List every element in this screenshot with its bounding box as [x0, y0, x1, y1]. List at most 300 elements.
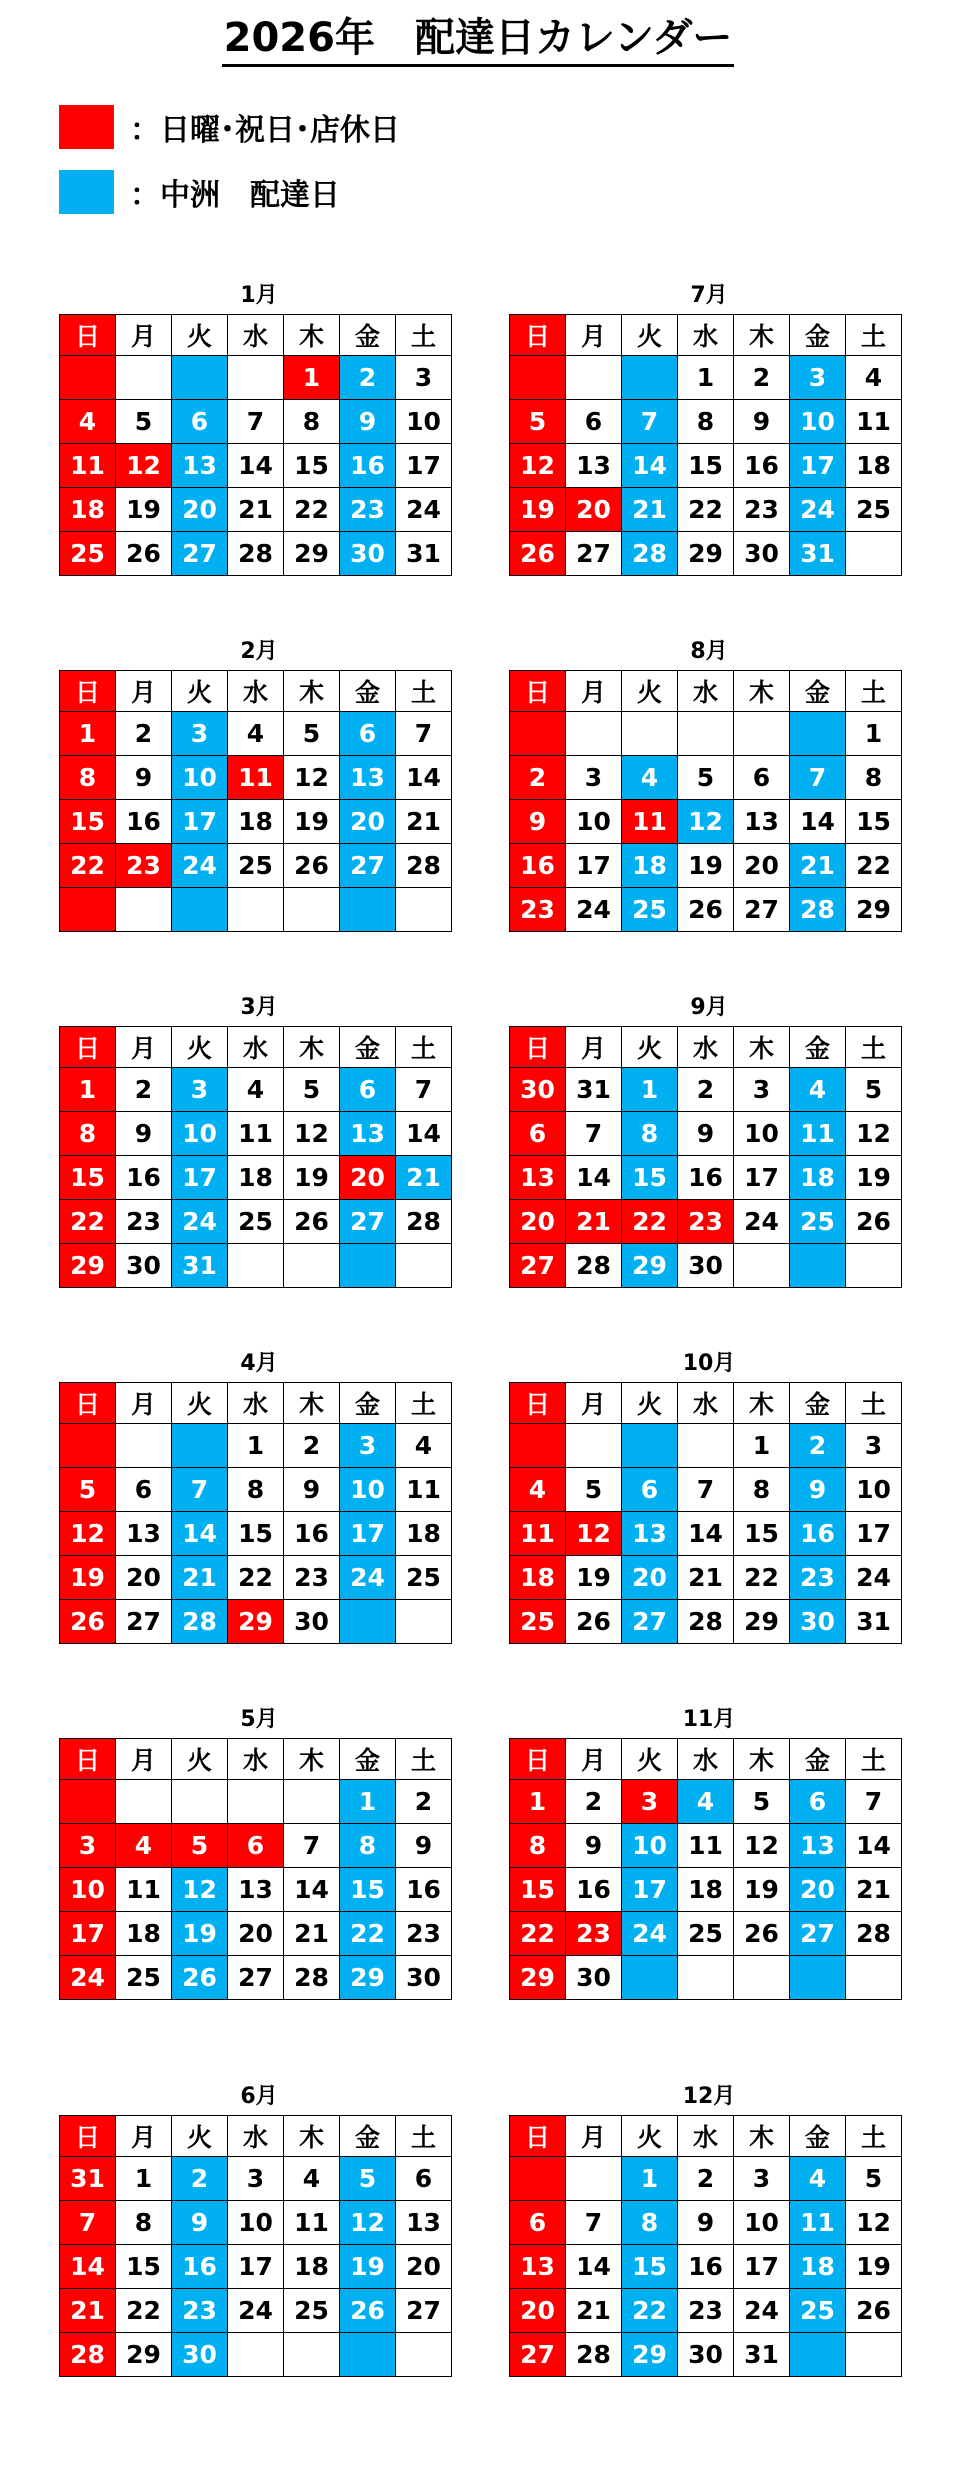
- weekday-header: 火: [172, 315, 228, 356]
- day-cell: 20: [510, 1200, 566, 1244]
- day-cell: 20: [340, 1156, 396, 1200]
- day-cell: 1: [734, 1424, 790, 1468]
- day-cell: 15: [622, 1156, 678, 1200]
- day-cell: 12: [60, 1512, 116, 1556]
- day-cell: 10: [790, 400, 846, 444]
- weekday-header: 月: [116, 1739, 172, 1780]
- week-row: [60, 2289, 452, 2333]
- day-cell: 4: [510, 1468, 566, 1512]
- week-row: [510, 356, 902, 400]
- day-cell: 23: [284, 1556, 340, 1600]
- day-cell: 25: [846, 488, 902, 532]
- week-row: [60, 1556, 452, 1600]
- weekday-header: 金: [340, 2116, 396, 2157]
- month-table: [509, 670, 902, 932]
- day-cell: 23: [172, 2289, 228, 2333]
- day-cell: 5: [566, 1468, 622, 1512]
- day-cell: 3: [228, 2157, 284, 2201]
- day-cell: 2: [116, 712, 172, 756]
- day-cell: 24: [846, 1556, 902, 1600]
- day-cell: [678, 712, 734, 756]
- week-row: [60, 532, 452, 576]
- week-row: [510, 1512, 902, 1556]
- day-cell: 3: [396, 356, 452, 400]
- day-cell: 2: [116, 1068, 172, 1112]
- day-cell: [622, 356, 678, 400]
- day-cell: 15: [734, 1512, 790, 1556]
- weekday-header: 火: [622, 1739, 678, 1780]
- month-calendar: [59, 634, 459, 932]
- day-cell: 22: [116, 2289, 172, 2333]
- day-cell: [510, 1424, 566, 1468]
- day-cell: 20: [340, 800, 396, 844]
- month-table: [59, 1026, 452, 1288]
- weekday-header: 日: [60, 671, 116, 712]
- day-cell: 18: [678, 1868, 734, 1912]
- day-cell: 7: [284, 1824, 340, 1868]
- day-cell: 27: [734, 888, 790, 932]
- day-cell: 5: [734, 1780, 790, 1824]
- day-cell: 4: [228, 712, 284, 756]
- day-cell: 10: [172, 756, 228, 800]
- day-cell: 11: [678, 1824, 734, 1868]
- week-row: [60, 400, 452, 444]
- weekday-header: 日: [60, 315, 116, 356]
- day-cell: 1: [116, 2157, 172, 2201]
- day-cell: 8: [622, 1112, 678, 1156]
- day-cell: 1: [622, 2157, 678, 2201]
- month-calendar: [59, 1702, 459, 2000]
- weekday-header: 火: [622, 315, 678, 356]
- day-cell: 28: [566, 1244, 622, 1288]
- day-cell: 10: [60, 1868, 116, 1912]
- day-cell: 5: [284, 712, 340, 756]
- month-table: [509, 314, 902, 576]
- day-cell: 3: [340, 1424, 396, 1468]
- day-cell: 31: [60, 2157, 116, 2201]
- day-cell: 7: [566, 1112, 622, 1156]
- day-cell: 30: [396, 1956, 452, 2000]
- day-cell: 22: [340, 1912, 396, 1956]
- day-cell: 20: [116, 1556, 172, 1600]
- day-cell: 20: [396, 2245, 452, 2289]
- day-cell: [340, 1244, 396, 1288]
- day-cell: [396, 1244, 452, 1288]
- week-row: [60, 800, 452, 844]
- day-cell: 21: [284, 1912, 340, 1956]
- weekday-header: 月: [116, 1027, 172, 1068]
- week-row: [60, 712, 452, 756]
- weekday-header: 火: [622, 2116, 678, 2157]
- day-cell: 15: [60, 1156, 116, 1200]
- day-cell: 11: [228, 1112, 284, 1156]
- month-calendar: [509, 990, 909, 1288]
- day-cell: 15: [60, 800, 116, 844]
- weekday-header: 水: [228, 2116, 284, 2157]
- month-title: 3月: [240, 995, 278, 1020]
- legend-holiday-label: ：日曜･祝日･店休日: [130, 113, 400, 148]
- day-cell: 22: [60, 1200, 116, 1244]
- day-cell: 3: [734, 2157, 790, 2201]
- day-cell: 23: [340, 488, 396, 532]
- week-row: [60, 1912, 452, 1956]
- week-row: [510, 1068, 902, 1112]
- month-table: [509, 1382, 902, 1644]
- day-cell: 15: [846, 800, 902, 844]
- day-cell: 6: [510, 1112, 566, 1156]
- day-cell: 7: [846, 1780, 902, 1824]
- day-cell: [510, 712, 566, 756]
- day-cell: 16: [396, 1868, 452, 1912]
- day-cell: 20: [734, 844, 790, 888]
- day-cell: 28: [678, 1600, 734, 1644]
- month-title: 11月: [682, 1707, 736, 1732]
- day-cell: 23: [678, 1200, 734, 1244]
- day-cell: 26: [116, 532, 172, 576]
- day-cell: 7: [396, 1068, 452, 1112]
- day-cell: [790, 1956, 846, 2000]
- day-cell: 9: [790, 1468, 846, 1512]
- day-cell: 16: [172, 2245, 228, 2289]
- weekday-header-row: [510, 671, 902, 712]
- day-cell: 5: [172, 1824, 228, 1868]
- month-title: 7月: [690, 283, 728, 308]
- weekday-header: 金: [790, 1383, 846, 1424]
- day-cell: 10: [340, 1468, 396, 1512]
- day-cell: 6: [172, 400, 228, 444]
- day-cell: 24: [60, 1956, 116, 2000]
- day-cell: 31: [734, 2333, 790, 2377]
- day-cell: 15: [622, 2245, 678, 2289]
- day-cell: [228, 2333, 284, 2377]
- day-cell: 10: [396, 400, 452, 444]
- day-cell: 12: [172, 1868, 228, 1912]
- day-cell: [790, 2333, 846, 2377]
- day-cell: 21: [678, 1556, 734, 1600]
- day-cell: 19: [846, 2245, 902, 2289]
- day-cell: 27: [228, 1956, 284, 2000]
- weekday-header: 金: [790, 315, 846, 356]
- day-cell: 24: [734, 2289, 790, 2333]
- day-cell: [116, 1780, 172, 1824]
- day-cell: 14: [228, 444, 284, 488]
- day-cell: 6: [622, 1468, 678, 1512]
- day-cell: 9: [510, 800, 566, 844]
- day-cell: 2: [510, 756, 566, 800]
- day-cell: 3: [172, 1068, 228, 1112]
- week-row: [510, 2201, 902, 2245]
- day-cell: 14: [284, 1868, 340, 1912]
- day-cell: 11: [228, 756, 284, 800]
- day-cell: 3: [60, 1824, 116, 1868]
- weekday-header: 木: [284, 2116, 340, 2157]
- day-cell: 3: [172, 712, 228, 756]
- day-cell: [60, 356, 116, 400]
- weekday-header-row: [60, 1739, 452, 1780]
- day-cell: 11: [60, 444, 116, 488]
- weekday-header: 木: [284, 315, 340, 356]
- day-cell: 8: [60, 1112, 116, 1156]
- day-cell: 12: [340, 2201, 396, 2245]
- legend-red-swatch: [59, 105, 114, 149]
- day-cell: 22: [846, 844, 902, 888]
- day-cell: 29: [284, 532, 340, 576]
- weekday-header: 木: [734, 1027, 790, 1068]
- week-row: [510, 2245, 902, 2289]
- week-row: [60, 1512, 452, 1556]
- month-table: [59, 670, 452, 932]
- month-calendar: [59, 990, 459, 1288]
- day-cell: 26: [846, 2289, 902, 2333]
- weekday-header-row: [60, 315, 452, 356]
- day-cell: 27: [396, 2289, 452, 2333]
- week-row: [60, 1068, 452, 1112]
- week-row: [60, 1600, 452, 1644]
- week-row: [60, 888, 452, 932]
- day-cell: 19: [116, 488, 172, 532]
- month-calendar: [509, 2079, 909, 2377]
- day-cell: [116, 356, 172, 400]
- day-cell: 17: [172, 1156, 228, 1200]
- day-cell: 27: [340, 1200, 396, 1244]
- weekday-header-row: [60, 1027, 452, 1068]
- weekday-header: 金: [340, 315, 396, 356]
- day-cell: 16: [790, 1512, 846, 1556]
- day-cell: 23: [116, 1200, 172, 1244]
- weekday-header: 火: [172, 1027, 228, 1068]
- day-cell: 24: [622, 1912, 678, 1956]
- day-cell: [566, 2157, 622, 2201]
- day-cell: 17: [622, 1868, 678, 1912]
- week-row: [510, 2157, 902, 2201]
- day-cell: 27: [340, 844, 396, 888]
- weekday-header: 水: [228, 1739, 284, 1780]
- day-cell: 23: [510, 888, 566, 932]
- day-cell: 16: [510, 844, 566, 888]
- month-title: 5月: [240, 1707, 278, 1732]
- day-cell: [284, 888, 340, 932]
- day-cell: 3: [846, 1424, 902, 1468]
- weekday-header: 土: [846, 1383, 902, 1424]
- day-cell: 13: [510, 1156, 566, 1200]
- day-cell: 14: [396, 1112, 452, 1156]
- week-row: [60, 1156, 452, 1200]
- day-cell: [60, 1780, 116, 1824]
- day-cell: 8: [116, 2201, 172, 2245]
- weekday-header: 金: [340, 1027, 396, 1068]
- weekday-header: 金: [790, 671, 846, 712]
- day-cell: 2: [734, 356, 790, 400]
- day-cell: 18: [790, 1156, 846, 1200]
- day-cell: 10: [622, 1824, 678, 1868]
- week-row: [60, 1200, 452, 1244]
- day-cell: 19: [510, 488, 566, 532]
- day-cell: 6: [340, 712, 396, 756]
- month-table: [509, 1738, 902, 2000]
- day-cell: 29: [622, 1244, 678, 1288]
- day-cell: 18: [228, 800, 284, 844]
- day-cell: [228, 1780, 284, 1824]
- day-cell: 13: [172, 444, 228, 488]
- weekday-header: 木: [284, 671, 340, 712]
- day-cell: 8: [846, 756, 902, 800]
- weekday-header: 月: [566, 1027, 622, 1068]
- day-cell: 18: [622, 844, 678, 888]
- day-cell: [734, 1956, 790, 2000]
- day-cell: 19: [60, 1556, 116, 1600]
- day-cell: 30: [284, 1600, 340, 1644]
- day-cell: 1: [622, 1068, 678, 1112]
- day-cell: 22: [734, 1556, 790, 1600]
- day-cell: 31: [566, 1068, 622, 1112]
- day-cell: 27: [790, 1912, 846, 1956]
- day-cell: 26: [60, 1600, 116, 1644]
- day-cell: 12: [734, 1824, 790, 1868]
- day-cell: 10: [846, 1468, 902, 1512]
- day-cell: 3: [566, 756, 622, 800]
- day-cell: 21: [396, 800, 452, 844]
- day-cell: 17: [172, 800, 228, 844]
- day-cell: 9: [678, 1112, 734, 1156]
- weekday-header: 水: [678, 1383, 734, 1424]
- day-cell: 18: [790, 2245, 846, 2289]
- day-cell: 5: [846, 1068, 902, 1112]
- day-cell: 25: [790, 1200, 846, 1244]
- week-row: [510, 1156, 902, 1200]
- day-cell: 13: [340, 1112, 396, 1156]
- day-cell: 10: [734, 1112, 790, 1156]
- day-cell: 26: [284, 1200, 340, 1244]
- day-cell: 9: [396, 1824, 452, 1868]
- day-cell: 21: [566, 2289, 622, 2333]
- day-cell: 23: [678, 2289, 734, 2333]
- day-cell: 16: [284, 1512, 340, 1556]
- day-cell: [566, 1424, 622, 1468]
- day-cell: 11: [846, 400, 902, 444]
- day-cell: 19: [284, 1156, 340, 1200]
- week-row: [510, 1556, 902, 1600]
- month-title: 9月: [690, 995, 728, 1020]
- week-row: [510, 844, 902, 888]
- day-cell: 30: [566, 1956, 622, 2000]
- week-row: [60, 844, 452, 888]
- day-cell: 13: [228, 1868, 284, 1912]
- weekday-header-row: [60, 2116, 452, 2157]
- day-cell: 14: [846, 1824, 902, 1868]
- day-cell: [172, 356, 228, 400]
- day-cell: 15: [284, 444, 340, 488]
- day-cell: [340, 2333, 396, 2377]
- day-cell: 12: [846, 2201, 902, 2245]
- day-cell: 9: [566, 1824, 622, 1868]
- weekday-header: 月: [566, 671, 622, 712]
- day-cell: 15: [116, 2245, 172, 2289]
- month-calendar: [509, 1346, 909, 1644]
- legend-delivery-label: ：中洲 配達日: [130, 178, 340, 213]
- day-cell: 2: [678, 2157, 734, 2201]
- day-cell: 25: [510, 1600, 566, 1644]
- day-cell: 7: [622, 400, 678, 444]
- day-cell: 31: [172, 1244, 228, 1288]
- weekday-header: 日: [510, 2116, 566, 2157]
- day-cell: [790, 712, 846, 756]
- weekday-header: 木: [734, 671, 790, 712]
- month-table: [509, 1026, 902, 1288]
- day-cell: 30: [678, 1244, 734, 1288]
- day-cell: 1: [228, 1424, 284, 1468]
- day-cell: 23: [116, 844, 172, 888]
- day-cell: 13: [340, 756, 396, 800]
- weekday-header-row: [60, 671, 452, 712]
- week-row: [60, 2157, 452, 2201]
- day-cell: 13: [566, 444, 622, 488]
- day-cell: 2: [340, 356, 396, 400]
- day-cell: 8: [284, 400, 340, 444]
- weekday-header: 月: [116, 315, 172, 356]
- legend-delivery: [59, 170, 340, 214]
- day-cell: 28: [228, 532, 284, 576]
- weekday-header: 木: [284, 1027, 340, 1068]
- day-cell: 14: [566, 2245, 622, 2289]
- day-cell: 13: [396, 2201, 452, 2245]
- day-cell: 13: [510, 2245, 566, 2289]
- day-cell: 17: [846, 1512, 902, 1556]
- week-row: [60, 2201, 452, 2245]
- day-cell: 31: [790, 532, 846, 576]
- day-cell: [228, 888, 284, 932]
- weekday-header: 木: [734, 1739, 790, 1780]
- day-cell: 29: [678, 532, 734, 576]
- day-cell: 6: [510, 2201, 566, 2245]
- day-cell: [340, 888, 396, 932]
- day-cell: 3: [734, 1068, 790, 1112]
- weekday-header: 土: [396, 1383, 452, 1424]
- day-cell: [284, 2333, 340, 2377]
- weekday-header: 火: [172, 1739, 228, 1780]
- week-row: [60, 1468, 452, 1512]
- day-cell: 7: [566, 2201, 622, 2245]
- weekday-header: 金: [340, 1383, 396, 1424]
- day-cell: 23: [790, 1556, 846, 1600]
- day-cell: 28: [790, 888, 846, 932]
- week-row: [510, 1600, 902, 1644]
- day-cell: 26: [284, 844, 340, 888]
- day-cell: 15: [678, 444, 734, 488]
- day-cell: 2: [172, 2157, 228, 2201]
- day-cell: 17: [396, 444, 452, 488]
- day-cell: [228, 1244, 284, 1288]
- weekday-header: 水: [228, 671, 284, 712]
- day-cell: 11: [790, 1112, 846, 1156]
- day-cell: 15: [510, 1868, 566, 1912]
- day-cell: 15: [228, 1512, 284, 1556]
- day-cell: 1: [678, 356, 734, 400]
- day-cell: 21: [60, 2289, 116, 2333]
- day-cell: 25: [284, 2289, 340, 2333]
- day-cell: 9: [734, 400, 790, 444]
- weekday-header: 土: [846, 1027, 902, 1068]
- day-cell: 19: [566, 1556, 622, 1600]
- day-cell: 29: [340, 1956, 396, 2000]
- day-cell: [678, 1424, 734, 1468]
- day-cell: 10: [734, 2201, 790, 2245]
- day-cell: 2: [790, 1424, 846, 1468]
- weekday-header: 水: [228, 315, 284, 356]
- day-cell: 6: [396, 2157, 452, 2201]
- day-cell: 12: [284, 756, 340, 800]
- day-cell: 18: [846, 444, 902, 488]
- day-cell: 10: [172, 1112, 228, 1156]
